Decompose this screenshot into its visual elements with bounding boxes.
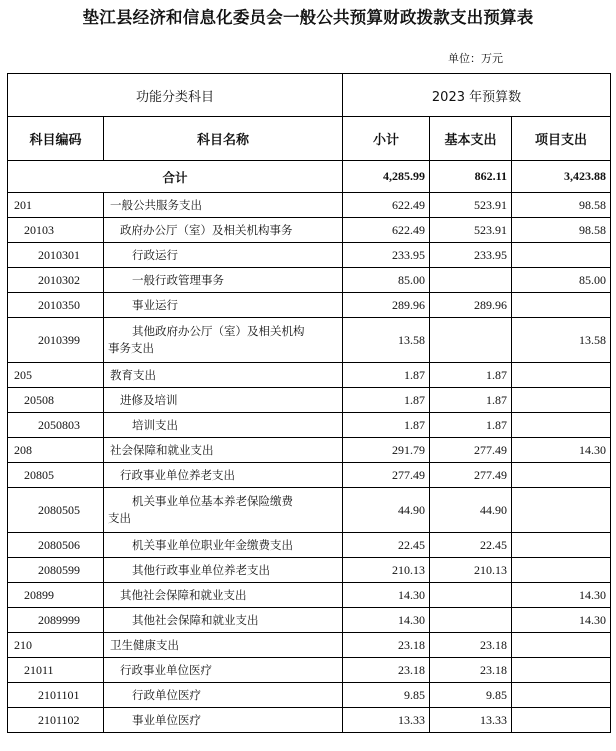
row-basic [430,318,512,363]
table-row [8,318,611,363]
row-name: 培训支出 [104,413,343,438]
row-name: 行政运行 [104,243,343,268]
subtotal-column-header: 小计 [343,117,430,161]
row-code: 2010301 [8,243,104,268]
table-row [8,438,611,463]
row-name: 其他社会保障和就业支出 [104,608,343,633]
row-project [512,388,611,413]
row-basic: 1.87 [430,388,512,413]
row-project: 14.30 [512,608,611,633]
table-row [8,583,611,608]
header-row-group [8,74,611,117]
row-basic: 1.87 [430,413,512,438]
row-code: 20805 [8,463,104,488]
row-name-line1: 机关事业单位基本养老保险缴费 [132,494,293,508]
row-basic [430,583,512,608]
row-basic: 44.90 [430,488,512,533]
row-subtotal: 9.85 [343,683,430,708]
row-name: 机关事业单位职业年金缴费支出 [104,533,343,558]
row-subtotal: 14.30 [343,608,430,633]
row-code: 210 [8,633,104,658]
row-name: 其他行政事业单位养老支出 [104,558,343,583]
row-project: 98.58 [512,193,611,218]
row-subtotal: 291.79 [343,438,430,463]
row-name: 卫生健康支出 [104,633,343,658]
table-row [8,463,611,488]
total-row [8,161,611,193]
unit-label: 单位：万元 [448,52,503,65]
row-subtotal: 23.18 [343,633,430,658]
table-row [8,388,611,413]
row-subtotal: 210.13 [343,558,430,583]
row-basic: 22.45 [430,533,512,558]
row-subtotal: 289.96 [343,293,430,318]
row-project: 85.00 [512,268,611,293]
row-project [512,533,611,558]
table-row [8,533,611,558]
table-row [8,683,611,708]
row-basic: 23.18 [430,658,512,683]
row-name [104,488,343,533]
total-project: 3,423.88 [512,161,611,193]
row-project [512,463,611,488]
row-project [512,633,611,658]
table-row [8,268,611,293]
row-project [512,658,611,683]
row-subtotal: 23.18 [343,658,430,683]
row-subtotal: 622.49 [343,193,430,218]
code-column-header: 科目编码 [8,117,104,161]
row-basic: 277.49 [430,463,512,488]
row-subtotal: 13.33 [343,708,430,733]
project-column-header: 项目支出 [512,117,611,161]
row-name: 一般行政管理事务 [104,268,343,293]
table-row [8,633,611,658]
total-label: 合计 [8,161,343,193]
row-subtotal: 1.87 [343,388,430,413]
table-row [8,293,611,318]
row-project [512,243,611,268]
row-subtotal: 1.87 [343,363,430,388]
table-row [8,218,611,243]
name-column-header: 科目名称 [104,117,343,161]
table-row [8,608,611,633]
row-code: 2101102 [8,708,104,733]
row-subtotal: 622.49 [343,218,430,243]
table-row [8,243,611,268]
row-name: 事业单位医疗 [104,708,343,733]
row-basic: 233.95 [430,243,512,268]
row-project: 14.30 [512,438,611,463]
table-row [8,708,611,733]
row-code: 2089999 [8,608,104,633]
row-project [512,488,611,533]
row-project [512,683,611,708]
row-name: 政府办公厅（室）及相关机构事务 [104,218,343,243]
total-basic: 862.11 [430,161,512,193]
row-name: 事业运行 [104,293,343,318]
row-name: 行政事业单位医疗 [104,658,343,683]
row-basic: 23.18 [430,633,512,658]
func-class-header: 功能分类科目 [8,74,343,117]
row-code: 2080505 [8,488,104,533]
row-name: 行政单位医疗 [104,683,343,708]
row-code: 2050803 [8,413,104,438]
table-row [8,363,611,388]
row-name-line1: 其他政府办公厅（室）及相关机构 [132,324,305,338]
row-code: 2010399 [8,318,104,363]
row-code: 20899 [8,583,104,608]
row-basic [430,268,512,293]
row-project: 13.58 [512,318,611,363]
row-basic: 523.91 [430,218,512,243]
row-basic: 523.91 [430,193,512,218]
row-code: 2101101 [8,683,104,708]
row-code: 2080506 [8,533,104,558]
row-name-line2: 支出 [108,511,131,525]
row-code: 20508 [8,388,104,413]
row-basic [430,608,512,633]
row-subtotal: 85.00 [343,268,430,293]
row-name: 其他社会保障和就业支出 [104,583,343,608]
row-name: 教育支出 [104,363,343,388]
row-project: 98.58 [512,218,611,243]
row-basic: 13.33 [430,708,512,733]
page-title: 垫江县经济和信息化委员会一般公共预算财政拨款支出预算表 [82,8,534,27]
row-project: 14.30 [512,583,611,608]
row-code: 2010350 [8,293,104,318]
row-subtotal: 22.45 [343,533,430,558]
row-name-line2: 事务支出 [108,341,154,355]
row-code: 205 [8,363,104,388]
table-row [8,488,611,533]
row-code: 201 [8,193,104,218]
row-project [512,558,611,583]
row-code: 2080599 [8,558,104,583]
row-name: 进修及培训 [104,388,343,413]
row-subtotal: 277.49 [343,463,430,488]
total-subtotal: 4,285.99 [343,161,430,193]
row-name: 行政事业单位养老支出 [104,463,343,488]
row-code: 20103 [8,218,104,243]
row-basic: 9.85 [430,683,512,708]
row-project [512,708,611,733]
row-basic: 277.49 [430,438,512,463]
row-code: 21011 [8,658,104,683]
header-row-columns [8,117,611,161]
row-basic: 289.96 [430,293,512,318]
row-project [512,413,611,438]
row-subtotal: 14.30 [343,583,430,608]
basic-column-header: 基本支出 [430,117,512,161]
row-name: 社会保障和就业支出 [104,438,343,463]
row-subtotal: 44.90 [343,488,430,533]
row-basic: 1.87 [430,363,512,388]
row-project [512,293,611,318]
row-subtotal: 233.95 [343,243,430,268]
row-name [104,318,343,363]
budget-table [7,73,611,733]
row-subtotal: 1.87 [343,413,430,438]
row-basic: 210.13 [430,558,512,583]
row-name: 一般公共服务支出 [104,193,343,218]
budget-year-header: 2023 年预算数 [343,74,611,117]
row-project [512,363,611,388]
table-row [8,658,611,683]
row-subtotal: 13.58 [343,318,430,363]
table-row [8,193,611,218]
row-code: 208 [8,438,104,463]
row-code: 2010302 [8,268,104,293]
table-row [8,558,611,583]
table-row [8,413,611,438]
